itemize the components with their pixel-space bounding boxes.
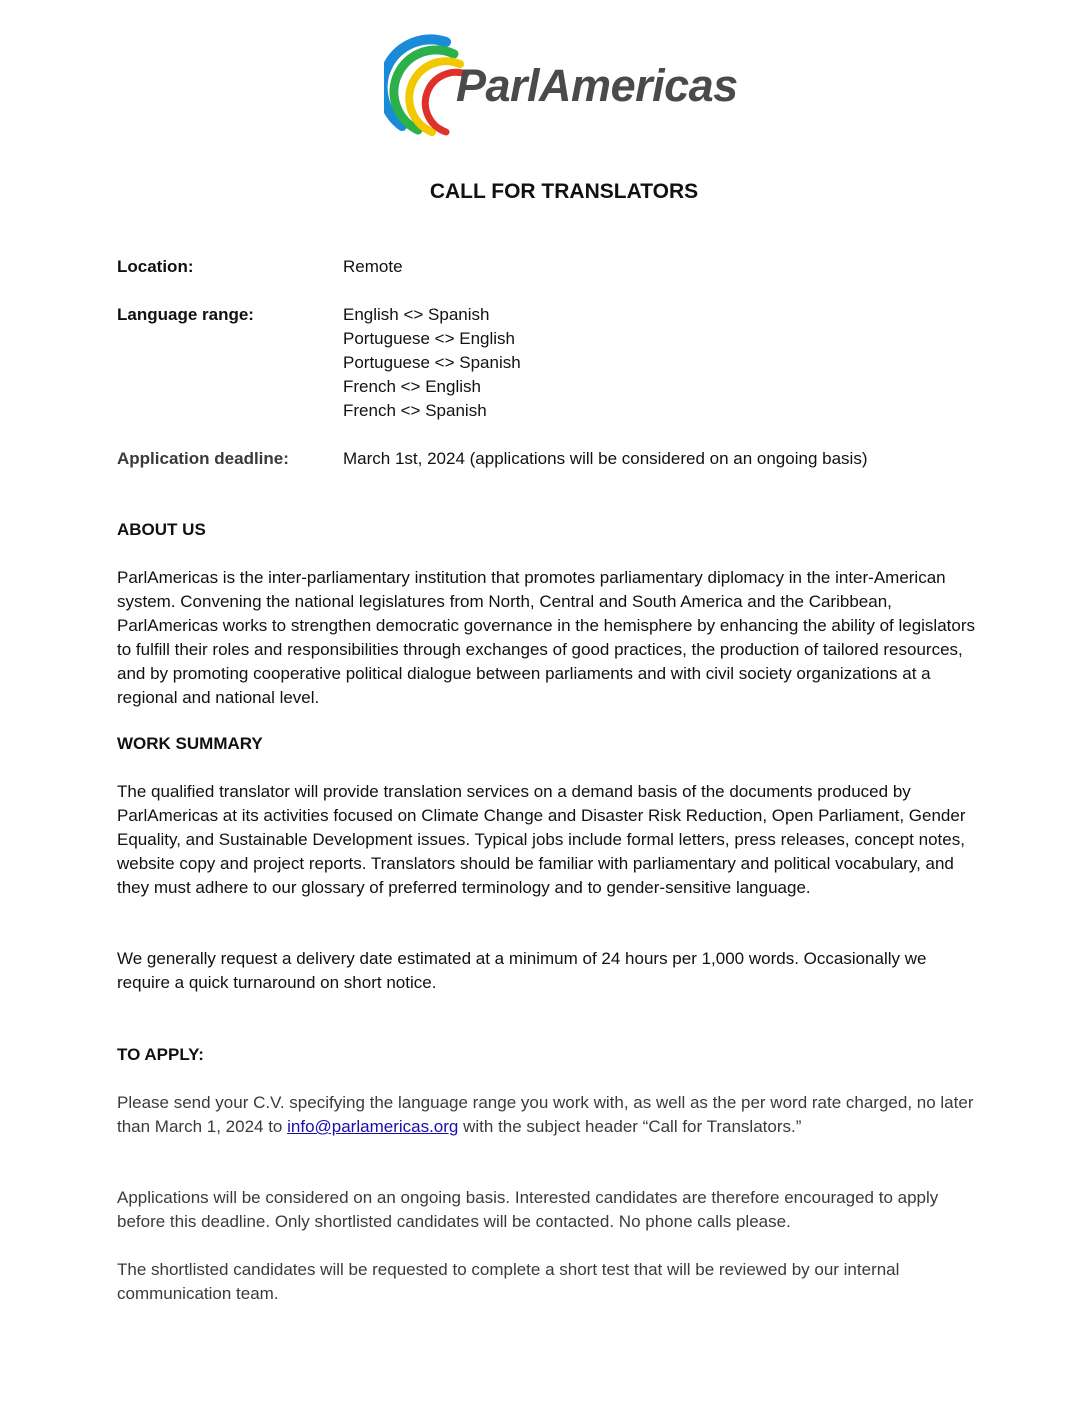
deadline-row bbox=[117, 447, 977, 471]
language-pair: French <> English bbox=[343, 377, 481, 396]
language-pair: Portuguese <> Spanish bbox=[343, 353, 521, 372]
apply-paragraph-1 bbox=[117, 1091, 977, 1139]
language-range-label: Language range: bbox=[117, 305, 254, 324]
to-apply-heading: TO APPLY: bbox=[117, 1045, 204, 1064]
apply-paragraph-3: The shortlisted candidates will be requested to complete a short test that will be reviewed by our internal communication team. bbox=[117, 1260, 900, 1303]
apply-text-start: Please send your C.V. specifying the language range you work with, as well as the per word rate charged, no later than March 1, 2024 to bbox=[117, 1093, 974, 1136]
about-paragraph: ParlAmericas is the inter-parliamentary institution that promotes parliamentary diplomacy in the inter-American system. Convening the national legislatures from North, Central and South America and the Caribbean, ParlAmericas works to strengthen democratic governance in the hemisphere by enhancing the ability of legislators to fulfill their roles and responsibilities through exchanges of good practices, the production of tailored resources, and by promoting cooperative political dialogue between parliaments and with civil society organizations at a regional and national level. bbox=[117, 568, 976, 707]
language-range-row bbox=[117, 303, 977, 423]
location-value: Remote bbox=[343, 257, 403, 276]
parlamericas-logo bbox=[384, 34, 754, 144]
deadline-value: March 1st, 2024 (applications will be considered on an ongoing basis) bbox=[343, 449, 868, 468]
job-details bbox=[117, 255, 977, 495]
work-summary-heading: WORK SUMMARY bbox=[117, 734, 263, 753]
location-label: Location: bbox=[117, 257, 194, 276]
apply-text-end: with the subject header “Call for Translators.” bbox=[458, 1117, 802, 1136]
work-summary-paragraph-1: The qualified translator will provide translation services on a demand basis of the documents produced by ParlAmericas at its activities focused on Climate Change and Disaster Risk Reduction, Open Parliament, Gender Equality, and Sustainable Development issues. Typical jobs include formal letters, press releases, concept notes, website copy and project reports. Translators should be familiar with parliamentary and political vocabulary, and they must adhere to our glossary of preferred terminology and to gender-sensitive language. bbox=[117, 782, 966, 897]
location-row bbox=[117, 255, 977, 279]
about-heading: ABOUT US bbox=[117, 520, 206, 539]
deadline-label: Application deadline: bbox=[117, 449, 289, 468]
logo-text: ParlAmericas bbox=[456, 60, 738, 111]
page-title: CALL FOR TRANSLATORS bbox=[429, 180, 699, 203]
email-link[interactable]: info@parlamericas.org bbox=[287, 1117, 459, 1136]
language-pair: Portuguese <> English bbox=[343, 329, 516, 348]
work-summary-paragraph-2: We generally request a delivery date estimated at a minimum of 24 hours per 1,000 words. Occasionally we require a quick turnaround on short notice. bbox=[117, 949, 927, 992]
language-range-list bbox=[343, 303, 977, 423]
language-pair: French <> Spanish bbox=[343, 401, 487, 420]
language-pair: English <> Spanish bbox=[343, 305, 490, 324]
apply-paragraph-2: Applications will be considered on an ongoing basis. Interested candidates are therefore encouraged to apply before this deadline. Only shortlisted candidates will be contacted. No phone calls please. bbox=[117, 1188, 939, 1231]
